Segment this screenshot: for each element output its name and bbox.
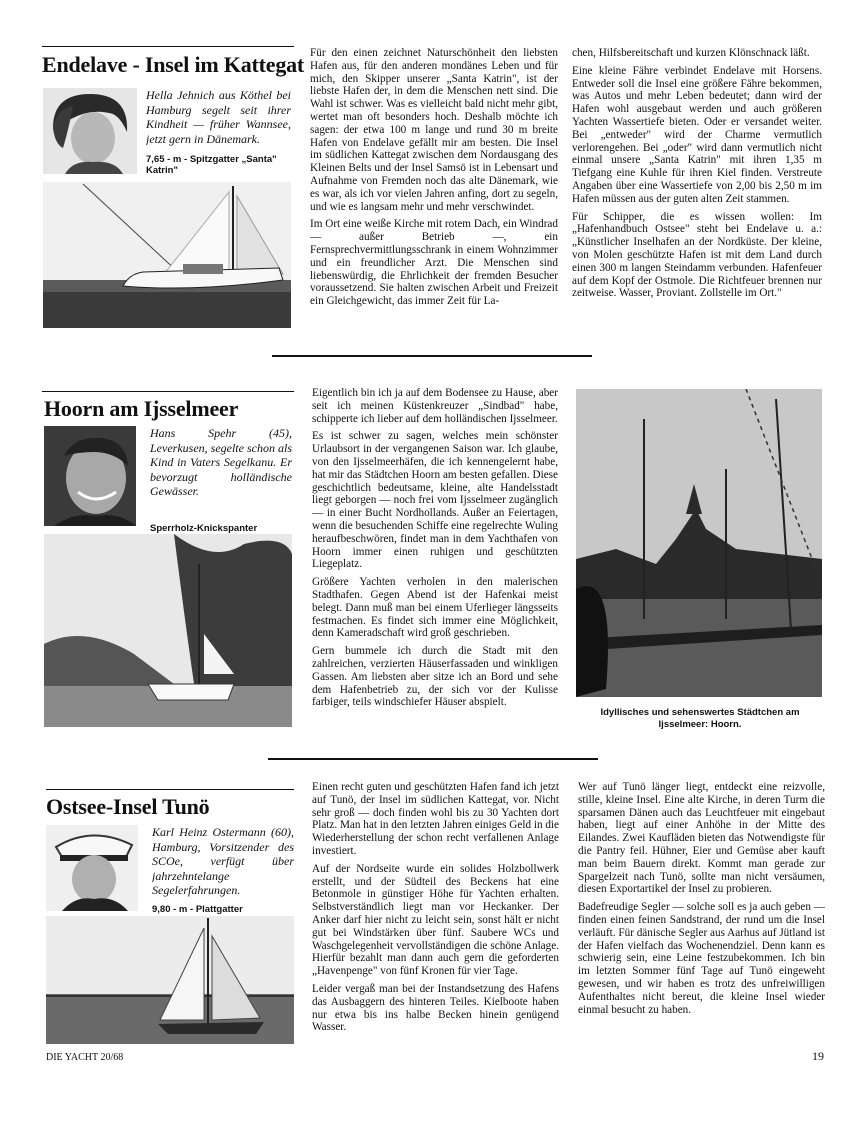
magazine-footer: DIE YACHT 20/68 xyxy=(46,1052,124,1063)
article-paragraph: Eigentlich bin ich ja auf dem Bodensee zu Hause, aber seit ich meinen Küstenkreuzer „Sindbad" habe, schipperte ich lieber auf dem holländischen Ijsselmeer. xyxy=(312,387,558,425)
article-paragraph: chen, Hilfsbereitschaft und kurzen Klönschnack läßt. xyxy=(572,47,810,59)
article-paragraph: Für Schipper, die es wissen wollen: Im „Hafenhandbuch Ostsee" steht bei Endelave u. a.: „Künstlicher Inselhafen an der Nordküste. Der kleine, von Molen geschützte Hafen ist mit dem Land durch einen 300 m langen Steindamm verbunden. Hafenfeuer auf dem Kopf der Ostmole. Die Richtfeuer brennen nur zeitweise. Wasser, Proviant. Zollstelle im Ort." xyxy=(572,210,822,300)
article-paragraph: Im Ort eine weiße Kirche mit rotem Dach, ein Windrad — außer Betrieb —, ein Fernsprechvermittlungsschrank in einem Wohnzimmer und ein freundlicher Arzt. Die Menschen sind liebenswürdig, die Ehrlichkeit der fremden Besucher voraussetzend. Sie halten zwischen Arbeit und Freizeit ein Gleichgewicht, das immer Zeit für La- xyxy=(310,218,558,308)
author-intro: Karl Heinz Ostermann (60), Hamburg, Vorsitzender des SCOe, verfügt über jahrzehntelange Segelerfahrungen. xyxy=(152,825,294,897)
author-intro-block xyxy=(146,88,291,176)
article-paragraph: Einen recht guten und geschützten Hafen fand ich jetzt auf Tunö, der Insel im südlichen Kattegat, vor. Nicht sehr groß — doch finden wohl bis zu 30 Yachten dort Platz. Man hat in den letzten Jahren einiges Geld in die Wiederherstellung der schon recht verfallenen Anlage investiert. xyxy=(312,781,559,857)
photo-caption-hoorn: Idyllisches und sehenswertes Städtchen am Ijsselmeer: Hoorn. xyxy=(600,707,800,730)
section-title-tunoe: Ostsee-Insel Tunö xyxy=(46,794,210,819)
article-paragraph: Badefreudige Segler — solche soll es ja auch geben — finden einen feinen Sandstrand, der rund um die Insel verläuft. Für dänische Segler aus Aarhus auf Jütland ist der Hafen vielfach das Wochenendziel. Denn kann es schwierig sein, eine Leine festzubekommen. Ich bin im letzten Sommer fünf Tage auf Tunö eingeweht gewesen, und wir haben es trotz des unfreiwilligen Aufenthaltes nicht bereut, die kleine Insel wieder einmal besucht zu haben. xyxy=(578,901,825,1016)
boat-caption: Sperrholz-Knickspanter xyxy=(150,522,258,534)
author-intro-block xyxy=(152,825,294,926)
boat-photo-silbermoewe xyxy=(46,916,294,1044)
boat-caption: 7,65 - m - Spitzgatter „Santa" Katrin" xyxy=(146,154,277,176)
article-column-2-hoorn xyxy=(312,387,558,729)
article-column-3-endelave xyxy=(572,47,822,334)
boat-photo-sindbad xyxy=(44,534,292,727)
boat-caption: 9,80 - m - Plattgatter xyxy=(152,903,243,915)
author-portrait-ostermann xyxy=(46,825,138,911)
article-paragraph: Gern bummele ich durch die Stadt mit den zahlreichen, verzierten Häuserfassaden und winkligen Gassen. Am liebsten aber sitze ich an Bord und sehe dem Hafenbetrieb zu, der sich vor der Kulisse farbiger, teils windschiefer Häuser abspielt. xyxy=(312,645,558,709)
section-top-rule xyxy=(42,391,294,392)
author-portrait-jehnich xyxy=(43,88,137,174)
author-intro: Hella Jehnich aus Köthel bei Hamburg segelt seit ihrer Kindheit — früher Wannsee, jetzt gern in Dänemark. xyxy=(146,88,291,146)
article-column-3-tunoe xyxy=(578,781,825,1053)
article-paragraph: Für den einen zeichnet Naturschönheit den liebsten Hafen aus, für den anderen mondänes Leben und für mich, den Skipper unserer „Santa Katrin", ist der liebste Hafen der, in dem die Menschen nett sind. Die Wahl ist schwer. Was es vielleicht bald nicht mehr gibt, wertet man oft besonders hoch. Deshalb möchte ich sagen: der etwa 100 m lange und rund 30 m breite Hafen von Endelave gefällt mir am besten. Die Insel im südlichen Kattegat zwischen dem Nordausgang des Kleinen Belts und der Insel Samsö ist in Lebensart und Aufnahme von Fremden noch das alte Dänemark, wie es war, als ich vor vielen Jahren anfing, dort zu segeln, und wie es langsam mehr und mehr verschwindet. xyxy=(310,47,558,213)
section-divider xyxy=(272,355,592,357)
author-intro-block xyxy=(150,426,292,545)
article-paragraph: Es ist schwer zu sagen, welches mein schönster Urlaubsort in der vergangenen Saison war. Ich glaube, von den Ijsselmeerhäfen, die ich kennengelernt habe, hat mir das Städtchen Hoorn am besten gefallen. Diese geschichtlich bedeutsame, kleine, alte Handelsstadt liegt geborgen — noch frei vom Ijsselmeer zugänglich — in einer Bucht Nordhollands. Außer an Feiertagen, wenn die besuchenden Schiffe eine regelrechte Wuling heraufbeschwören, findet man in dem Yachthafen von Hoorn immer einen ruhigen und geschützten Liegeplatz. xyxy=(312,430,558,571)
article-paragraph: Auf der Nordseite wurde ein solides Holzbollwerk erstellt, und der Südteil des Beckens hat eine Betonmole in günstiger Höhe für Yachten erhalten. Selbstverständlich liegt man vor Heckanker. Der Anker darf hier nicht zu leicht sein, sonst hält er nicht gut bei Windstärken über fünf. Saubere WCs und Waschgelegenheit vervollständigen die schöne Anlage. Hierfür bezahlt man dann auch gern die geforderten „Havenpenge" von fünf Kronen für vier Tage. xyxy=(312,862,559,978)
article-column-2-endelave xyxy=(310,47,558,334)
boat-photo-santa-katrin xyxy=(43,182,291,328)
page-number: 19 xyxy=(812,1049,824,1063)
section-top-rule xyxy=(46,789,294,790)
harbor-photo-hoorn xyxy=(576,389,822,697)
article-column-2-tunoe xyxy=(312,781,559,1053)
author-intro: Hans Spehr (45), Leverkusen, segelte schon als Kind in Vaters Segelkanu. Er bevorzugt holländische Gewässer. xyxy=(150,426,292,498)
section-title-endelave: Endelave - Insel im Kattegat xyxy=(42,52,304,77)
section-divider xyxy=(268,758,598,760)
article-paragraph: Wer auf Tunö länger liegt, entdeckt eine reizvolle, stille, kleine Insel. Eine alte Kirche, in deren Turm die sparsamen Dänen auch das Leuchtfeuer mit eingebaut haben, liegt auf einer Anhöhe in der Mitte des Eilandes. Zwei Kaufläden bieten das Notwendigste für die Pantry feil. Hühner, Eier und Gemüse aber kauft man beim Bauern direkt. Kommt man gerade zur Spargelzeit nach Tunö, sollte man nicht versäumen, diesen Exportartikel der Insel zu probieren. xyxy=(578,781,825,896)
section-title-hoorn: Hoorn am Ijsselmeer xyxy=(44,396,239,421)
section-top-rule xyxy=(42,46,294,47)
article-paragraph: Eine kleine Fähre verbindet Endelave mit Horsens. Entweder soll die Insel eine größere Fähre bekommen, was Autos und mehr Leben bedeutet; dann wird der Hafen wohl ausgebaut werden und auch größeren Yachten Wassertiefe bieten. Oder er versandet weiter. Bei „entweder" wird der Charme vermutlich verlorengehen. Bei „oder" wird dann vermutlich nicht einmal unsere „Santa Katrin" mit ihren 1,35 m Tiefgang eine Kuhle für ihren Kiel finden. Verstreute Angaben über eine Wassertiefe von 2,00 bis 2,50 m im Hafen müssen aus der guten alten Zeit stammen. xyxy=(572,64,822,205)
article-paragraph: Leider vergaß man bei der Instandsetzung des Hafens das Ausbaggern des hinteren Teiles. Kielboote haben nur etwa bis ins halbe Becken hinein genügend Wasser. xyxy=(312,982,559,1034)
article-paragraph: Größere Yachten verholen in den malerischen Stadthafen. Gegen Abend ist der Hafenkai meist belegt. Dann muß man bei einem Uferlieger längsseits festmachen. Es findet sich immer eine Möglichkeit, denn Kameradschaft wird groß geschrieben. xyxy=(312,576,558,640)
author-portrait-spehr xyxy=(44,426,136,526)
